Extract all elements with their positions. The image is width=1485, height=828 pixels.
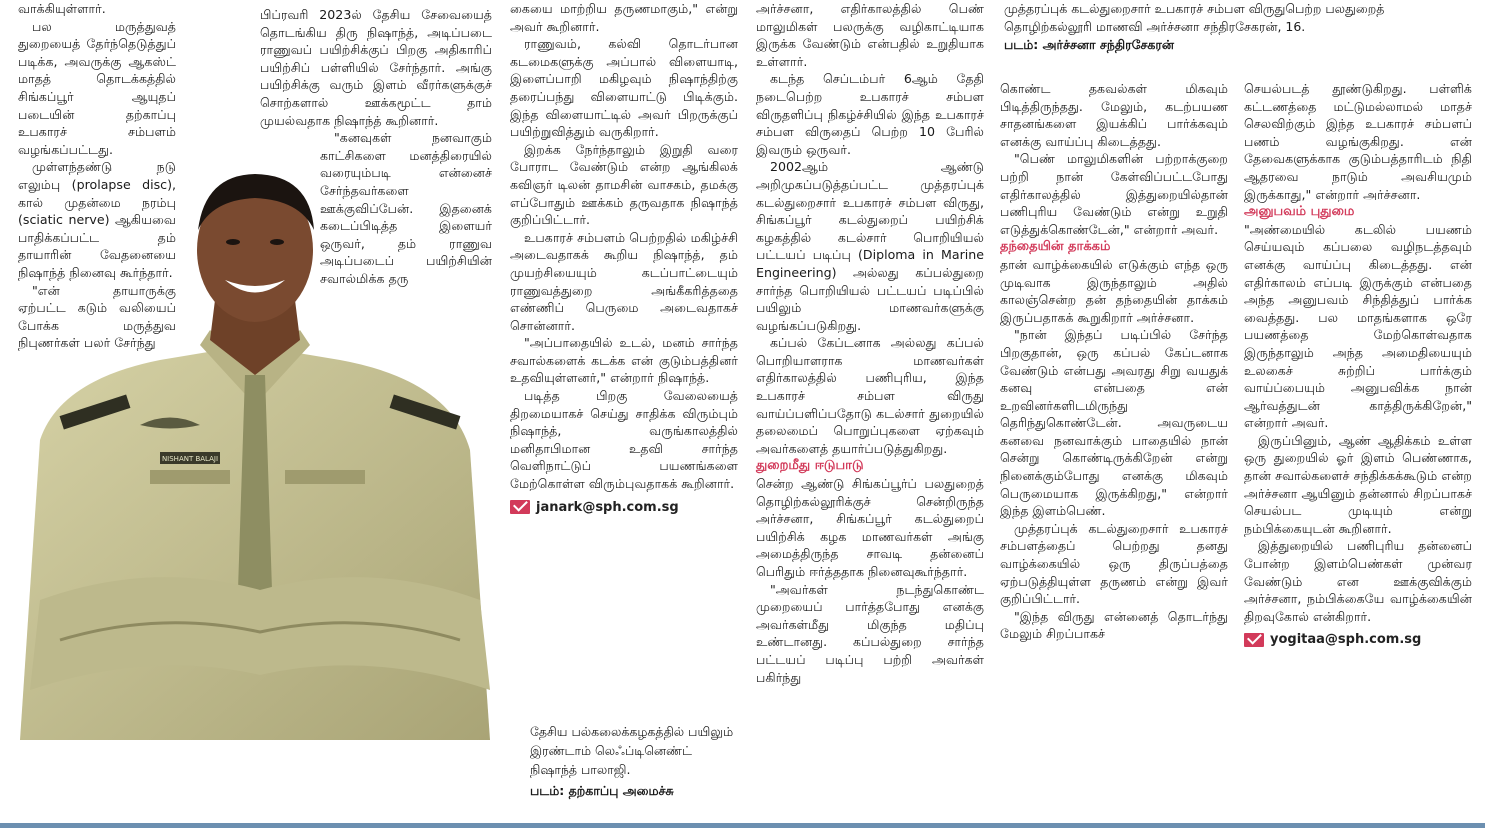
archana-caption-text: முத்தரப்புக் கடல்துறைசார் உபகாரச் சம்பள விருதுபெற்ற பலதுறைத் தொழிற்கல்லூரி மாணவி அர்ச்சனா சந்திரசேகரன், 16. — [1004, 1, 1385, 34]
col2-para: பிப்ரவரி 2023ல் தேசிய சேவையைத் தொடங்கிய திரு நிஷாந்த், அடிப்படை ராணுவப் பயிற்சிக்குப் பிறகு அதிகாரிப் பயிற்சிப் பள்ளியில் சேர்ந்தார். அங்கு பயிற்சிக்கு வரும் இளம் வீரர்களுக்குச் சொற்களால் ஊக்கமூட்ட தாம் முயல்வதாக நிஷாந்த் கூறினார். — [260, 7, 492, 128]
col5-para: "இந்த விருது என்னைத் தொடர்ந்து மேலும் சிறப்பாகச் — [1000, 608, 1228, 642]
col3-para: உபகாரச் சம்பளம் பெற்றதில் மகிழ்ச்சி அடைவதாகக் கூறிய நிஷாந்த், தம் முயற்சியையும் கடப்பாட்டையும் ராணுவத்துறை அங்கீகரித்ததை எண்ணிப் பெருமை அடைவதாகச் சொன்னார். — [510, 229, 738, 333]
col3-para: இறக்க நேர்ந்தாலும் இறுதி வரை போராட வேண்டும் என்ற ஆங்கிலக் கவிஞர் டிலன் தாமசின் வாசகம், தமக்கு எப்போதும் ஊக்கம் தருவதாக நிஷாந்த் குறிப்பிட்டார். — [510, 141, 738, 228]
column-3 — [510, 0, 738, 516]
column-6 — [1244, 80, 1472, 649]
email-text[interactable]: yogitaa@sph.com.sg — [1270, 632, 1422, 648]
envelope-icon — [1244, 633, 1264, 647]
right-pocket — [285, 470, 365, 484]
name-tag-text: NISHANT BALAJI — [161, 455, 219, 463]
envelope-icon — [510, 500, 530, 514]
col4-para: கப்பல் கேப்டனாக அல்லது கப்பல் பொறியாளராக மாணவர்கள் எதிர்காலத்தில் பணிபுரிய, இந்த உபகாரச் சம்பள விருது வாய்ப்பளிப்பதோடு கடல்சார் துறையில் தலைமைப் பொறுப்புகளை ஏற்கவும் அவர்களைத் தயார்ப்படுத்துகிறது. — [756, 335, 984, 456]
author-email-1[interactable] — [510, 499, 738, 517]
bottom-rule — [0, 823, 1485, 828]
col1-para: "என் தாயாருக்கு ஏற்பட்ட கடும் வலியைப் போக்க மருத்துவ நிபுணர்கள் பலர் சேர்ந்து — [18, 282, 176, 351]
subheading-interest: துறைமீது ஈடுபாடு — [756, 458, 864, 474]
col1-para: முள்ளந்தண்டு நடு எலும்பு (prolapse disc), கால் முதன்மை நரம்பு (sciatic nerve) ஆகியவை பாதிக்கப்பட்ட தம் தாயாரின் வேதனையை நிஷாந்த் நினைவு கூர்ந்தார். — [18, 159, 176, 280]
archana-caption-credit: படம்: அர்ச்சனா சந்திரசேகரன் — [1004, 37, 1174, 52]
col3-para: படித்த பிறகு வேலையைத் திறமையாகச் செய்து சாதிக்க விரும்பும் நிஷாந்த், வருங்காலத்தில் மனிதாபிமான உதவி சார்ந்த வெளிநாட்டுப் பயணங்களை மேற்கொள்ள விரும்புவதாகக் கூறினார். — [510, 388, 738, 492]
col1-para: பல மருத்துவத் துறையைத் தேர்ந்தெடுத்துப் படிக்க, அவருக்கு ஆகஸ்ட் மாதத் தொடக்கத்தில் சிங்கப்பூர் ஆயுதப் படையின் தற்காப்பு உபகாரச் சம்பளம் வழங்கப்பட்டது. — [18, 18, 176, 157]
caption-credit: படம்: தற்காப்பு அமைச்சு — [530, 783, 674, 798]
soldier-photo — [0, 170, 510, 740]
column-5 — [1000, 80, 1228, 643]
col1-para: வாக்கியுள்ளார். — [18, 1, 106, 16]
caption-text: தேசிய பல்கலைக்கழகத்தில் பயிலும் இரண்டாம் லெஃப்டினெண்ட் நிஷாந்த் பாலாஜி. — [530, 724, 734, 777]
col3-para: கையை மாற்றிய தருணமாகும்," என்று அவர் கூறினார். — [510, 1, 738, 34]
col4-para: 2002ஆம் ஆண்டு அறிமுகப்படுத்தப்பட்ட முத்தரப்புக் கடல்துறைசார் உபகாரச் சம்பள விருது, சிங்கப்பூர் கடல்துறைப் பயிற்சிக் கழகத்தில் கடல்சார் பொறியியல் பட்டயப் படிப்பு (Diploma in Marine Engineering) அல்லது கப்பல்துறை சார்ந்த பொறியியல் பட்டயப் படிப்பில் பயிலும் மாணவர்களுக்கு வழங்கப்படுகிறது. — [756, 159, 984, 333]
col5-para: "பெண் மாலுமிகளின் பற்றாக்குறை பற்றி நான் கேள்விப்பட்டபோது எதிர்காலத்தில் இத்துறையில்தான் பணிபுரிய வேண்டும் என்று உறுதி எடுத்துக்கொண்டேன்," என்றார் அவர். — [1000, 151, 1228, 237]
col6-para: "அண்மையில் கடலில் பயணம் செய்யவும் கப்பலை வழிநடத்தவும் எனக்கு வாய்ப்பு கிடைத்தது. என் எதிர்காலம் எப்படி இருக்கும் என்பதை அந்த அனுபவம் சிந்தித்துப் பார்க்க வைத்தது. பல மாதங்களாக ஒரே பயணத்தை மேற்கொள்வதாக இருந்தாலும் அந்த அமைதியையும் உலகைச் சுற்றிப் பார்க்கும் வாய்ப்பையும் அனுபவிக்க நான் ஆர்வத்துடன் காத்திருக்கிறேன்," என்றார் அவர். — [1244, 221, 1472, 431]
col3-para: ராணுவம், கல்வி தொடர்பான கடமைகளுக்கு அப்பால் விளையாடி, இளைப்பாறி மகிழவும் நிஷாந்திற்கு தரைப்பந்து விளையாட்டு பிடிக்கும். இந்த விளையாட்டில் அவர் பிறருக்குப் பயிற்றுவித்தும் வருகிறார். — [510, 36, 738, 140]
col4-para: கடந்த செப்டம்பர் 6ஆம் தேதி நடைபெற்ற உபகாரச் சம்பள விருதளிப்பு நிகழ்ச்சியில் இந்த உபகாரச் சம்பள விருதைப் பெற்ற 10 பேரில் இவரும் ஒருவர். — [756, 71, 984, 157]
left-pocket — [150, 470, 230, 484]
col4-para: "அவர்கள் நடந்துகொண்ட முறையைப் பார்த்தபோது எனக்கு அவர்கள்மீது மிகுந்த மதிப்பு உண்டானது. கப்பல்துறை சார்ந்த பட்டயப் படிப்பு பற்றி அவர்கள் பகிர்ந்து — [756, 581, 984, 685]
col2-para: "கனவுகள் நனவாகும் காட்சிகளை மனத்திரையில் வரையும்படி என்னைச் சேர்ந்தவர்களை ஊக்குவிப்பேன். இதனைக் கடைப்பிடித்த இளையர் ஒருவர், தம் ராணுவ அடிப்படைப் பயிற்சியின் சவால்மிக்க தரு — [320, 130, 492, 286]
col6-para: இருப்பினும், ஆண் ஆதிக்கம் உள்ள ஒரு துறையில் ஓர் இளம் பெண்ணாக, தான் சவால்களைச் சந்திக்கக்கூடும் என்ற அர்ச்சனா ஆயினும் தன்னால் சிறப்பாகச் செயல்பட முடியும் என்று நம்பிக்கையுடன் கூறினார். — [1244, 432, 1472, 536]
archana-photo-caption — [1004, 0, 1474, 54]
col5-para: கொண்ட தகவல்கள் மிகவும் பிடித்திருந்தது. மேலும், கடற்பயண சாதனங்களை இயக்கிப் பார்க்கவும் எனக்கு வாய்ப்பு கிடைத்தது. — [1000, 81, 1228, 149]
col6-para: இத்துறையில் பணிபுரிய தன்னைப் போன்ற இளம்பெண்கள் முன்வர வேண்டும் என ஊக்குவிக்கும் அர்ச்சனா, நம்பிக்கையே வாழ்க்கையின் திறவுகோல் என்கிறார். — [1244, 538, 1472, 624]
email-text[interactable]: janark@sph.com.sg — [536, 499, 679, 515]
col4-para: சென்ற ஆண்டு சிங்கப்பூர்ப் பலதுறைத் தொழிற்கல்லூரிக்குச் சென்றிருந்த அர்ச்சனா, சிங்கப்பூர் கடல்துறைப் பயிற்சிக் கழக மாணவர்கள் அங்கு அமைத்திருந்த சாவடி தன்னைப் பெரிதும் ஈர்த்ததாக நினைவுகூர்ந்தார். — [756, 476, 984, 579]
column-4 — [756, 0, 984, 686]
col5-para: தான் வாழ்க்கையில் எடுக்கும் எந்த ஒரு முடிவாக இருந்தாலும் அதில் காலஞ்சென்ற தன் தந்தையின் தாக்கம் இருப்பதாகக் கூறுகிறார் அர்ச்சனா. — [1000, 256, 1228, 325]
col4-para: அர்ச்சனா, எதிர்காலத்தில் பெண் மாலுமிகள் பலருக்கு வழிகாட்டியாக இருக்க வேண்டும் என்பதில் உறுதியாக உள்ளார். — [756, 1, 984, 69]
subheading-experience: அனுபவம் புதுமை — [1244, 204, 1355, 220]
subheading-father: தந்தையின் தாக்கம் — [1000, 239, 1111, 255]
col3-para: "அப்பாதையில் உடல், மனம் சார்ந்த சவால்களைக் கடக்க என் குடும்பத்தினர் உதவியுள்ளனர்," என்றார் நிஷாந்த். — [510, 335, 738, 386]
col5-para: "நான் இந்தப் படிப்பில் சேர்ந்த பிறகுதான், ஒரு கப்பல் கேப்டனாக வேண்டும் என்பது அவரது சிறு வயதுக் கனவு என்பதை என் உறவினர்களிடமிருந்து தெரிந்துகொண்டேன். அவருடைய கனவை நனவாக்கும் பாதையில் நான் சென்று கொண்டிருக்கிறேன் என்று நினைக்கும்போது எனக்கு மிகவும் பெருமையாக இருக்கிறது," என்றார் இந்த இளம்பெண். — [1000, 327, 1228, 519]
col5-para: முத்தரப்புக் கடல்துறைசார் உபகாரச் சம்பளத்தைப் பெற்றது தனது வாழ்க்கையில் ஒரு திருப்பத்தை ஏற்படுத்தியுள்ள தருணம் என்று இவர் குறிப்பிட்டார். — [1000, 520, 1228, 607]
author-email-2[interactable] — [1244, 631, 1472, 649]
photo-caption — [530, 722, 740, 800]
col6-para: செயல்படத் தூண்டுகிறது. பள்ளிக் கட்டணத்தை மட்டுமல்லாமல் மாதச் செலவிற்கும் இந்த உபகாரச் சம்பளப் பணம் வழங்குகிறது. என் தேவைகளுக்காக குடும்பத்தாரிடம் நிதி ஆதரவை நாடும் அவசியமும் இருக்காது," என்றார் அர்ச்சனா. — [1244, 81, 1472, 202]
